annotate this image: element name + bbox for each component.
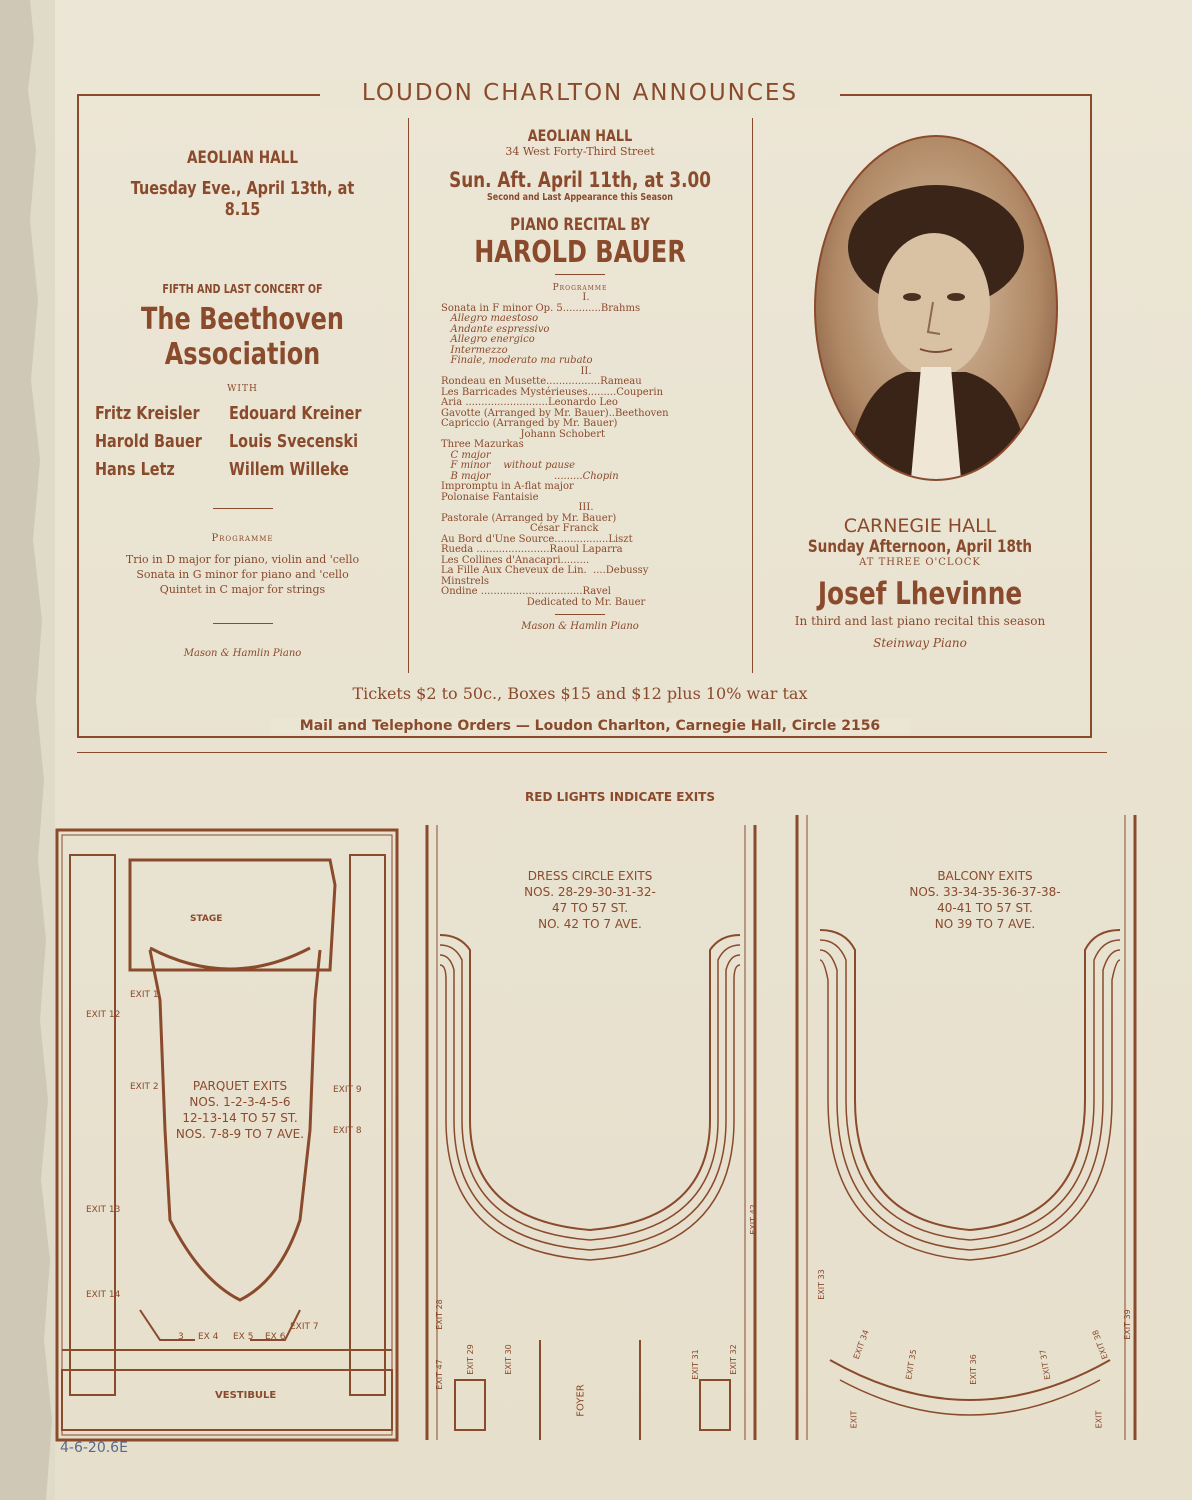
programme-line: III. bbox=[578, 502, 594, 513]
programme-line: I. bbox=[582, 292, 590, 303]
balcony-line: 40-41 TO 57 ST. bbox=[937, 901, 1033, 915]
plans-heading: RED LIGHTS INDICATE EXITS bbox=[525, 790, 715, 804]
venue: AEOLIAN HALL bbox=[187, 148, 298, 168]
piano-credit: Mason & Hamlin Piano bbox=[183, 648, 302, 659]
programme-line: Finale, moderato ma rubato bbox=[441, 355, 593, 366]
artist: Willem Willeke bbox=[229, 459, 350, 480]
programme-line: Pastorale (Arranged by Mr. Bauer) bbox=[441, 512, 617, 524]
programme-line: Three Mazurkas bbox=[441, 439, 524, 450]
announcement-title: LOUDON CHARLTON ANNOUNCES bbox=[320, 80, 840, 106]
exit-label: EX 4 bbox=[198, 1332, 219, 1342]
programme-line: Polonaise Fantaisie bbox=[441, 491, 539, 503]
balcony-line: NOS. 33-34-35-36-37-38- bbox=[909, 885, 1061, 899]
parquet-line: NOS. 1-2-3-4-5-6 bbox=[189, 1095, 291, 1109]
balcony-line: NO 39 TO 7 AVE. bbox=[934, 917, 1036, 931]
programme-item: Trio in D major for piano, violin and 'cello bbox=[125, 553, 360, 566]
exit-label: EXIT 1 bbox=[130, 990, 159, 1000]
recital-date: Sun. Aft. April 11th, at 3.00 bbox=[449, 168, 711, 192]
programme-line: Impromptu in A-flat major bbox=[441, 481, 574, 492]
parquet-exits-text bbox=[150, 1078, 330, 1142]
lhevinne-portrait bbox=[814, 135, 1058, 481]
vestibule-label: VESTIBULE bbox=[215, 1390, 277, 1401]
exit-label: EXIT 39 bbox=[1122, 1309, 1132, 1340]
order-text: Mail and Telephone Orders — Loudon Charlton, Carnegie Hall, Circle 2156 bbox=[299, 718, 881, 734]
column-divider bbox=[752, 118, 753, 673]
order-info bbox=[270, 718, 910, 734]
dress-title: DRESS CIRCLE EXITS bbox=[527, 869, 653, 883]
ensemble-name-1: The Beethoven bbox=[141, 302, 344, 337]
parquet-line: 12-13-14 TO 57 ST. bbox=[182, 1111, 298, 1125]
programme-line: Gavotte (Arranged by Mr. Bauer)..Beethoven bbox=[441, 407, 669, 419]
programme-line: Capriccio (Arranged by Mr. Bauer) bbox=[441, 418, 618, 429]
parquet-title: PARQUET EXITS bbox=[192, 1079, 288, 1093]
programme-line: Allegro energico bbox=[441, 334, 535, 345]
dress-circle-exits-text bbox=[505, 868, 675, 932]
recital-description: In third and last piano recital this season bbox=[794, 614, 1046, 628]
programme-line: Au Bord d'Une Source.................Liszt bbox=[441, 533, 633, 545]
exit-label: EXIT 42 bbox=[748, 1204, 758, 1235]
programme-line: Sonata in F minor Op. 5............Brahms bbox=[441, 302, 641, 314]
exit-label: EX 6 bbox=[265, 1332, 286, 1342]
programme-item: Sonata in G minor for piano and 'cello bbox=[136, 568, 349, 581]
programme-line: Rondeau en Musette.................Rameau bbox=[441, 376, 642, 387]
balcony-title: BALCONY EXITS bbox=[937, 869, 1033, 883]
artist: Edouard Kreiner bbox=[229, 403, 362, 424]
exit-label: EXIT 30 bbox=[503, 1344, 513, 1375]
exit-label: EXIT 38 bbox=[1090, 1328, 1110, 1361]
exit-label: EXIT 8 bbox=[333, 1126, 362, 1136]
programme-line: Ondine ................................Ravel bbox=[441, 586, 611, 597]
programme-line: Minstrels bbox=[441, 575, 490, 587]
exit-label: EXIT 35 bbox=[904, 1348, 919, 1381]
artist: Louis Svecenski bbox=[229, 431, 359, 452]
programme-line: C major bbox=[441, 449, 491, 461]
programme-line: Intermezzo bbox=[441, 344, 508, 356]
exit-label: EXIT 47 bbox=[434, 1359, 444, 1390]
piano-credit: Steinway Piano bbox=[873, 636, 967, 650]
rule bbox=[213, 508, 273, 509]
exit-label: EXIT 32 bbox=[728, 1344, 738, 1375]
recital-intro: PIANO RECITAL BY bbox=[510, 215, 650, 235]
dress-line: NO. 42 TO 7 AVE. bbox=[538, 917, 642, 931]
rule bbox=[213, 623, 273, 624]
handwritten-note: 4-6-20.6E bbox=[60, 1440, 128, 1456]
exit-label: EXIT 2 bbox=[130, 1082, 159, 1092]
programme-line: Les Barricades Mystérieuses.........Couperin bbox=[441, 386, 664, 398]
piano-credit: Mason & Hamlin Piano bbox=[521, 621, 639, 632]
exit-label: EXIT 33 bbox=[816, 1269, 826, 1300]
programme-line: Rueda .......................Raoul Laparra bbox=[441, 544, 623, 555]
exit-label: EXIT 7 bbox=[290, 1322, 319, 1332]
lhevinne-column bbox=[760, 515, 1080, 650]
exit-label: EXIT 9 bbox=[333, 1085, 362, 1095]
concert-intro: FIFTH AND LAST CONCERT OF bbox=[162, 282, 323, 296]
programme-line: B major .........Chopin bbox=[441, 470, 619, 482]
bauer-column bbox=[415, 126, 745, 632]
address: 34 West Forty-Third Street bbox=[505, 145, 655, 158]
artist: Hans Letz bbox=[95, 459, 175, 480]
programme-line: Aria ..........................Leonardo Leo bbox=[441, 397, 618, 408]
programme-line: II. bbox=[580, 365, 592, 377]
ensemble-name-2: Association bbox=[164, 337, 321, 372]
beethoven-column bbox=[85, 148, 400, 659]
column-divider bbox=[408, 118, 409, 673]
exit-label: EXIT 29 bbox=[465, 1344, 475, 1375]
ticket-prices: Tickets $2 to 50c., Boxes $15 and $12 plus 10% war tax bbox=[352, 684, 808, 703]
artists-grid bbox=[85, 400, 400, 484]
exit-label: 3 bbox=[178, 1332, 184, 1342]
exit-label: EXIT 37 bbox=[1038, 1348, 1053, 1381]
rule bbox=[555, 614, 605, 615]
exit-label: EXIT 36 bbox=[968, 1354, 978, 1385]
recital-date: Sunday Afternoon, April 18th bbox=[807, 537, 1033, 557]
programme-line: Andante espressivo bbox=[441, 323, 550, 335]
exit-label: EXIT 31 bbox=[690, 1349, 700, 1380]
programme-list bbox=[441, 293, 731, 608]
programme-line: Les Collines d'Anacapri......... bbox=[441, 554, 590, 566]
artist: Harold Bauer bbox=[95, 431, 202, 452]
programme-label: Programme bbox=[552, 283, 608, 293]
divider bbox=[77, 752, 1107, 753]
exit-label: EXIT 28 bbox=[434, 1299, 444, 1330]
programme-item: Quintet in C major for strings bbox=[159, 583, 326, 596]
concert-date: Tuesday Eve., April 13th, at 8.15 bbox=[130, 178, 355, 220]
stage-label: STAGE bbox=[190, 914, 223, 924]
programme-line: F minor without pause bbox=[441, 460, 576, 471]
parquet-line: NOS. 7-8-9 TO 7 AVE. bbox=[175, 1127, 305, 1141]
dress-line: NOS. 28-29-30-31-32- bbox=[524, 885, 656, 899]
recital-time: AT THREE O'CLOCK bbox=[859, 557, 981, 568]
programme-line: Dedicated to Mr. Bauer bbox=[526, 596, 646, 608]
programme-label: Programme bbox=[211, 533, 274, 544]
venue: CARNEGIE HALL bbox=[843, 515, 997, 537]
programme-line: Allegro maestoso bbox=[441, 313, 539, 324]
performer-name: Josef Lhevinne bbox=[817, 576, 1023, 612]
programme-line: César Franck bbox=[441, 523, 599, 534]
balcony-exits-text bbox=[865, 868, 1105, 932]
programme-line: Johann Schobert bbox=[441, 428, 605, 440]
exit-label: EXIT 14 bbox=[86, 1290, 121, 1300]
recital-subtitle: Second and Last Appearance this Season bbox=[487, 192, 673, 203]
foyer-label: FOYER bbox=[575, 1384, 587, 1417]
programme-line: La Fille Aux Cheveux de Lin. ....Debussy bbox=[441, 565, 649, 576]
exit-label: EXIT bbox=[849, 1410, 859, 1429]
exit-label: EXIT 13 bbox=[86, 1205, 121, 1215]
exit-label: EXIT bbox=[1094, 1410, 1104, 1429]
artist: Fritz Kreisler bbox=[95, 403, 200, 424]
performer-name: HAROLD BAUER bbox=[474, 235, 686, 270]
exit-label: EXIT 12 bbox=[86, 1010, 121, 1020]
with-label: WITH bbox=[227, 384, 258, 394]
exit-label: EX 5 bbox=[233, 1332, 254, 1342]
exit-label: EXIT 34 bbox=[851, 1328, 871, 1361]
venue: AEOLIAN HALL bbox=[527, 126, 633, 145]
dress-line: 47 TO 57 ST. bbox=[551, 901, 629, 915]
rule bbox=[555, 274, 605, 275]
